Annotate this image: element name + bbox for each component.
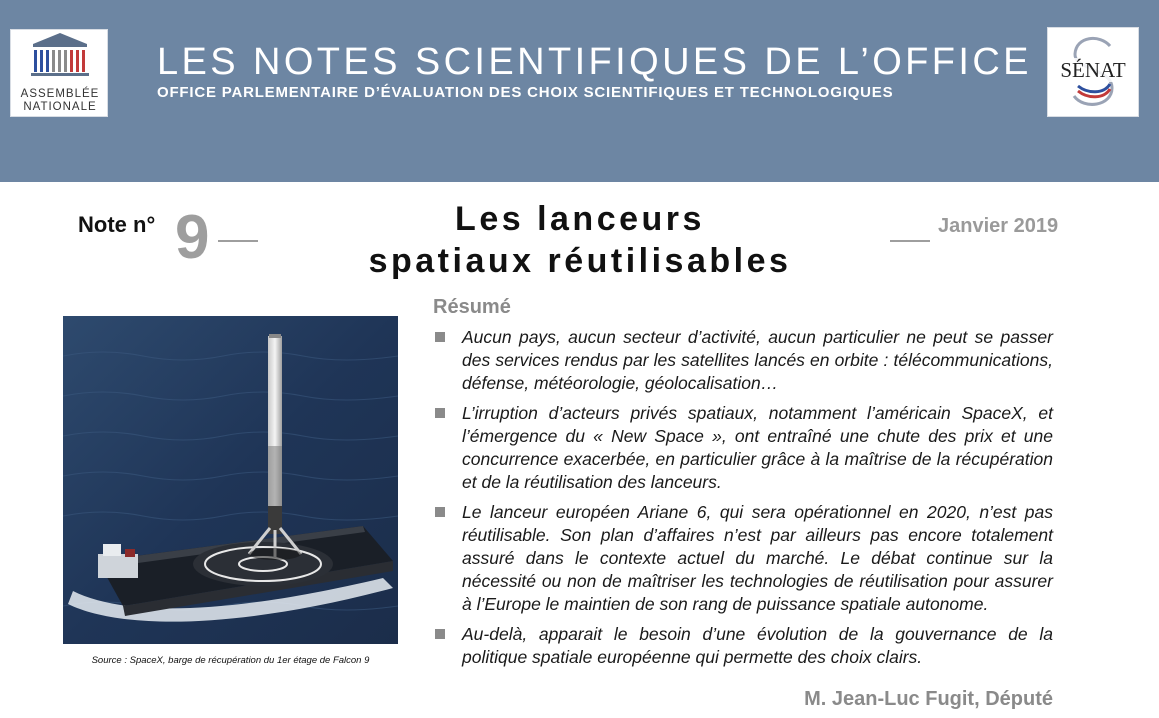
logo-left-line1: ASSEMBLÉE: [20, 88, 100, 100]
summary-item-text: Le lanceur européen Ariane 6, qui sera opérationnel en 2020, n’est pas réutilisable. Son plan d’affaires n’est par ailleurs pas encore totalement assuré dans le contexte actuel du marché. Le débat continue sur la nécessité ou non de maîtriser les technologies de réutilisation pour assurer à l’Europe le maintien de son rang de puissance spatiale autonome.: [462, 502, 1053, 614]
assemblee-nationale-logo: [10, 29, 108, 117]
summary-list: [433, 326, 1053, 676]
photo-caption: Source : SpaceX, barge de récupération du 1er étage de Falcon 9: [91, 655, 370, 666]
logo-left-line2: NATIONALE: [23, 101, 97, 113]
divider-right: [890, 240, 930, 242]
summary-item-text: Aucun pays, aucun secteur d’activité, aucun particulier ne peut se passer des services rendus par les satellites lancés en orbite : télécommunications, défense, météorologie, géolocalisation…: [462, 327, 1053, 393]
summary-item-text: L’irruption d’acteurs privés spatiaux, notamment l’américain SpaceX, et l’émergence du « New Space », ont entraîné une chute des prix et une concurrence exacerbée, en particulier grâce à la maîtrise de la récupération et de la réutilisation des lanceurs.: [462, 403, 1053, 492]
square-bullet-icon: [435, 629, 445, 639]
square-bullet-icon: [435, 408, 445, 418]
header-banner: [0, 0, 1159, 182]
divider-left: [218, 240, 258, 242]
note-date: Janvier 2019: [938, 215, 1059, 237]
summary-heading: Résumé: [433, 296, 511, 318]
square-bullet-icon: [435, 507, 445, 517]
summary-item: [433, 326, 1053, 395]
note-label: Note n°: [78, 212, 156, 237]
summary-item: [433, 402, 1053, 494]
note-title-line2: spatiaux réutilisables: [368, 242, 792, 280]
summary-item-text: Au-delà, apparait le besoin d’une évolution de la gouvernance de la politique spatiale européenne qui permette des choix clairs.: [462, 624, 1053, 667]
senat-logo-text: SÉNAT: [1048, 58, 1138, 82]
summary-item: [433, 501, 1053, 616]
rocket-on-barge-illustration: [63, 316, 398, 644]
falcon9-barge-photo: [63, 316, 398, 644]
hemicycle-icon: [11, 30, 109, 92]
series-subtitle: OFFICE PARLEMENTAIRE D’ÉVALUATION DES CHOIX SCIENTIFIQUES ET TECHNOLOGIQUES: [157, 84, 894, 101]
square-bullet-icon: [435, 332, 445, 342]
note-number: 9: [175, 203, 210, 272]
note-title: [320, 198, 840, 282]
summary-item: [433, 623, 1053, 669]
senat-logo: [1047, 27, 1139, 117]
note-title-line1: Les lanceurs: [455, 200, 705, 238]
author-signature: M. Jean-Luc Fugit, Député: [804, 688, 1053, 710]
series-title: LES NOTES SCIENTIFIQUES DE L’OFFICE: [157, 41, 1032, 83]
